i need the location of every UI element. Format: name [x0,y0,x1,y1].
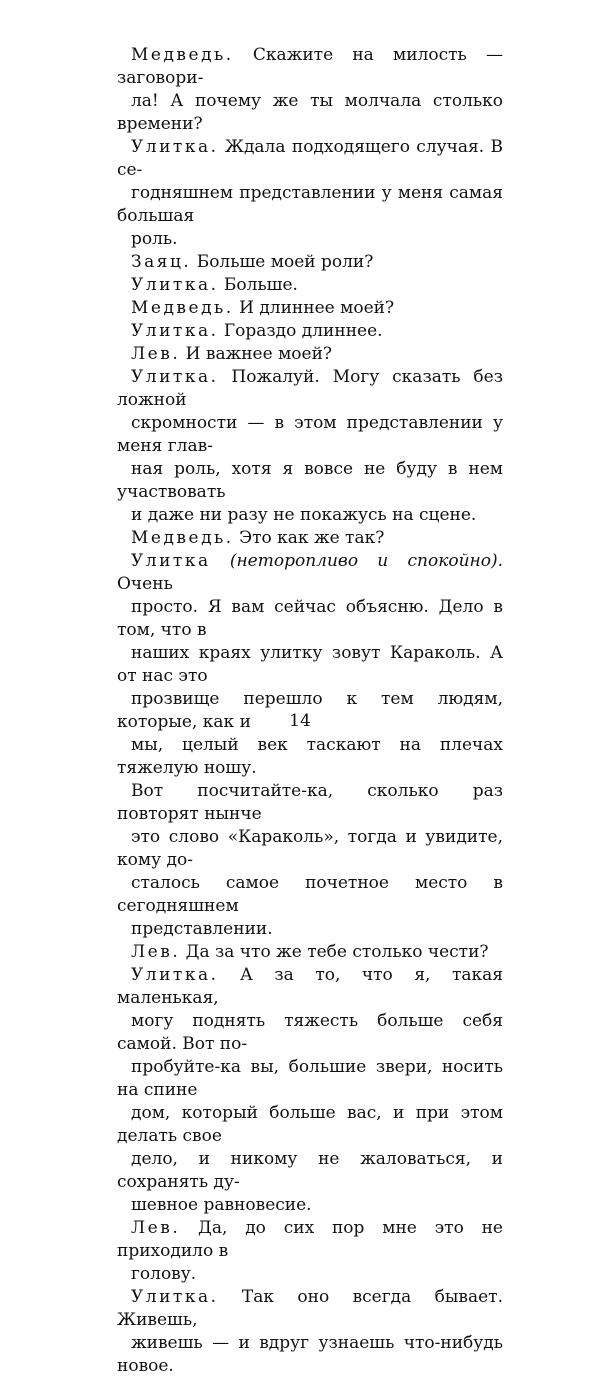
text-line [117,550,503,596]
speaker-name: Медведь. [131,528,234,548]
line-text: представлении. [131,919,273,939]
speaker-name: Лев. [131,942,181,962]
text-line [117,734,503,780]
speaker-name: Заяц. [131,252,192,272]
text-line [117,320,503,343]
line-text: скромности — в этом представлении у меня глав- [117,413,503,456]
line-text: мы, целый век таскают на плечах тяжелую ношу. [117,735,503,778]
line-text: ная роль, хотя я вовсе не буду в нем участвовать [117,459,503,502]
line-text: Так оно всегда бывает. Живешь, [117,1287,503,1330]
dialogue-paragraph [117,1286,503,1378]
stage-direction: (неторопливо и спокойно). [229,551,503,571]
line-text: и даже ни разу не покажусь на сцене. [131,505,477,525]
text-line [117,44,503,90]
line-text: Да, до сих пор мне это не приходило в [117,1218,503,1261]
line-text: прозвище перешло к тем людям, которые, как и [117,689,503,732]
text-line [117,527,503,550]
text-line [117,1286,503,1332]
dialogue-paragraph [117,320,503,343]
text-line [117,504,503,527]
text-line [117,941,503,964]
speaker-name: Улитка. [131,275,219,295]
text-line [117,918,503,941]
line-text: это слово «Караколь», тогда и увидите, кому до- [117,827,503,870]
line-text: Больше моей роли? [196,252,374,272]
speaker-name: Медведь. [131,298,234,318]
line-text: просто. Я вам сейчас объясню. Дело в том, что в [117,597,503,640]
dialogue-paragraph [117,274,503,297]
text-line [117,642,503,688]
text-line [117,1217,503,1263]
text-line [117,826,503,872]
line-text: Ждала подходящего случая. В се- [117,137,503,180]
dialogue-paragraph [117,366,503,527]
line-text: пробуйте-ка вы, большие звери, носить на спине [117,1057,503,1100]
text-line [117,780,503,826]
line-text: сталось самое почетное место в сегодняшнем [117,873,503,916]
line-text: Очень [117,574,173,594]
line-text: Это как же так? [239,528,385,548]
text-line [117,1332,503,1378]
line-text: дом, который больше вас, и при этом делать свое [117,1103,503,1146]
line-text: наших краях улитку зовут Караколь. А от нас это [117,643,503,686]
text-line [117,964,503,1010]
text-line [117,343,503,366]
line-text: годняшнем представлении у меня самая большая [117,183,503,226]
dialogue-paragraph [117,550,503,941]
line-text: Гораздо длиннее. [223,321,383,341]
text-line [117,412,503,458]
text-line [117,274,503,297]
text-line [117,1010,503,1056]
line-text: роль. [131,229,178,249]
line-text: Больше. [223,275,298,295]
line-text: Вот посчитайте-ка, сколько раз повторят нынче [117,781,503,824]
dialogue-paragraph [117,941,503,964]
text-line [117,228,503,251]
dialogue-paragraph [117,1217,503,1286]
dialogue-paragraph [117,136,503,251]
line-text: живешь — и вдруг узнаешь что-нибудь новое. [117,1333,503,1376]
text-line [117,596,503,642]
line-text: голову. [131,1264,197,1284]
text-line [117,1148,503,1194]
speaker-name: Лев. [131,344,181,364]
speaker-name: Улитка. [131,367,219,387]
dialogue-paragraph [117,251,503,274]
line-text: могу поднять тяжесть больше себя самой. Вот по- [117,1011,503,1054]
dialogue-paragraph [117,964,503,1217]
dialogue-paragraph [117,527,503,550]
speaker-name: Улитка. [131,321,219,341]
text-line [117,1102,503,1148]
dialogue-paragraph [117,343,503,366]
speaker-name: Улитка [131,551,211,571]
line-text: Пожалуй. Могу сказать без ложной [117,367,503,410]
line-text: дело, и никому не жаловаться, и сохранять ду- [117,1149,503,1192]
text-line [117,458,503,504]
line-text: ла! А почему же ты молчала столько времени? [117,91,503,134]
line-text: Да за что же тебе столько чести? [185,942,489,962]
speaker-name: Лев. [131,1218,181,1238]
page-number: 14 [289,711,311,731]
speaker-name: Медведь. [131,45,234,65]
text-line [117,1056,503,1102]
line-text: И длиннее моей? [239,298,395,318]
dialogue-paragraph [117,44,503,136]
line-text: Скажите на милость — заговори- [117,45,503,88]
text-line [117,90,503,136]
text-line [117,297,503,320]
text-line [117,872,503,918]
text-line [117,182,503,228]
speaker-name: Улитка. [131,137,219,157]
text-line [117,366,503,412]
line-text: шевное равновесие. [131,1195,312,1215]
text-line [117,136,503,182]
text-line [117,251,503,274]
text-line [117,1194,503,1217]
speaker-name: Улитка. [131,1287,219,1307]
text-line [117,1263,503,1286]
line-text: И важнее моей? [185,344,333,364]
speaker-name: Улитка. [131,965,219,985]
line-text: А за то, что я, такая маленькая, [117,965,503,1008]
dialogue-paragraph [117,297,503,320]
